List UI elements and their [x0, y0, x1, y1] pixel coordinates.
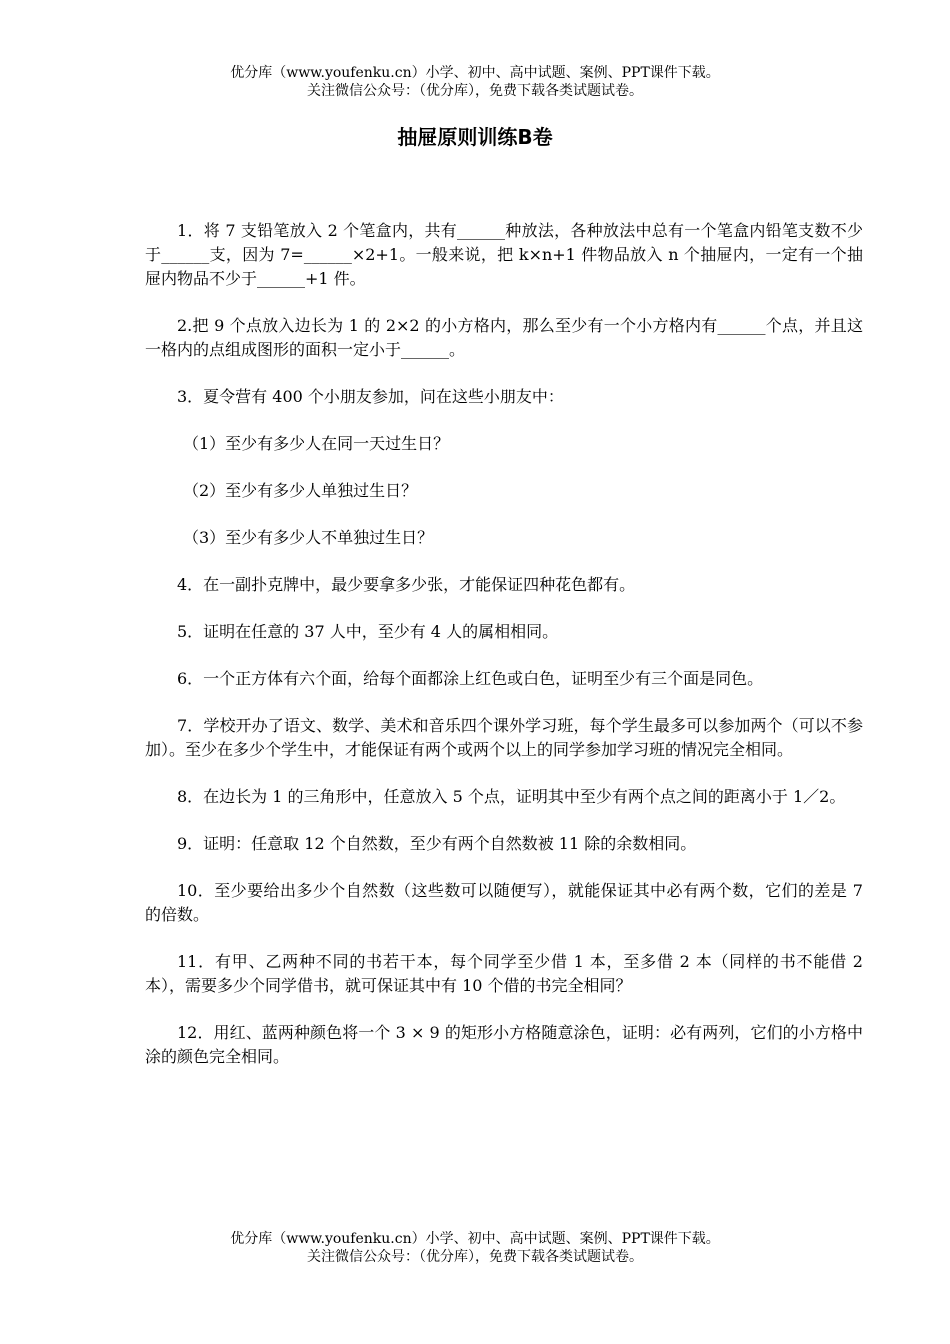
question-9: 9．证明：任意取 12 个自然数，至少有两个自然数被 11 除的余数相同。 [177, 834, 697, 853]
page-title: 抽屉原则训练B卷 [397, 125, 553, 149]
question-list [145, 219, 863, 1092]
question-5: 5．证明在任意的 37 人中，至少有 4 人的属相相同。 [177, 622, 559, 641]
question-3-part-1: （1）至少有多少人在同一天过生日？ [183, 434, 450, 453]
question-3-part-3: （3）至少有多少人不单独过生日？ [183, 528, 434, 547]
header-line-2: 关注微信公众号：（优分库），免费下载各类试题试卷。 [307, 83, 643, 99]
question-7: 7．学校开办了语文、数学、美术和音乐四个课外学习班，每个学生最多可以参加两个（可以不参加）。至少在多少个学生中，才能保证有两个或两个以上的同学参加学习班的情况完全相同。 [145, 716, 863, 759]
question-10: 10．至少要给出多少个自然数（这些数可以随便写），就能保证其中必有两个数，它们的差是 7 的倍数。 [145, 881, 863, 924]
page-header [0, 64, 950, 100]
footer-line-2: 关注微信公众号：（优分库），免费下载各类试题试卷。 [307, 1249, 643, 1265]
question-8: 8．在边长为 1 的三角形中，任意放入 5 个点，证明其中至少有两个点之间的距离小于 1／2。 [177, 787, 846, 806]
question-1: 1．将 7 支铅笔放入 2 个笔盒内，共有______种放法，各种放法中总有一个笔盒内铅笔支数不少于______支，因为 7=______×2+1。一般来说，把 k×n+1 件物品放入 n 个抽屉内，一定有一个抽屉内物品不少于______+1 件。 [145, 221, 863, 288]
question-4: 4．在一副扑克牌中，最少要拿多少张，才能保证四种花色都有。 [177, 575, 636, 594]
question-3-part-2: （2）至少有多少人单独过生日？ [183, 481, 418, 500]
question-2: 2.把 9 个点放入边长为 1 的 2×2 的小方格内，那么至少有一个小方格内有______个点，并且这一格内的点组成图形的面积一定小于______。 [145, 316, 863, 359]
page-footer [0, 1230, 950, 1266]
question-12: 12．用红、蓝两种颜色将一个 3 × 9 的矩形小方格随意涂色，证明：必有两列，它们的小方格中涂的颜色完全相同。 [145, 1023, 863, 1066]
footer-line-1: 优分库（www.youfenku.cn）小学、初中、高中试题、案例、PPT课件下载。 [230, 1231, 720, 1247]
question-11: 11．有甲、乙两种不同的书若干本，每个同学至少借 1 本，至多借 2 本（同样的书不能借 2 本），需要多少个同学借书，就可保证其中有 10 个借的书完全相同？ [145, 952, 863, 995]
question-3: 3．夏令营有 400 个小朋友参加，问在这些小朋友中： [177, 387, 564, 406]
question-6: 6．一个正方体有六个面，给每个面都涂上红色或白色，证明至少有三个面是同色。 [177, 669, 764, 688]
header-line-1: 优分库（www.youfenku.cn）小学、初中、高中试题、案例、PPT课件下载。 [230, 65, 720, 81]
